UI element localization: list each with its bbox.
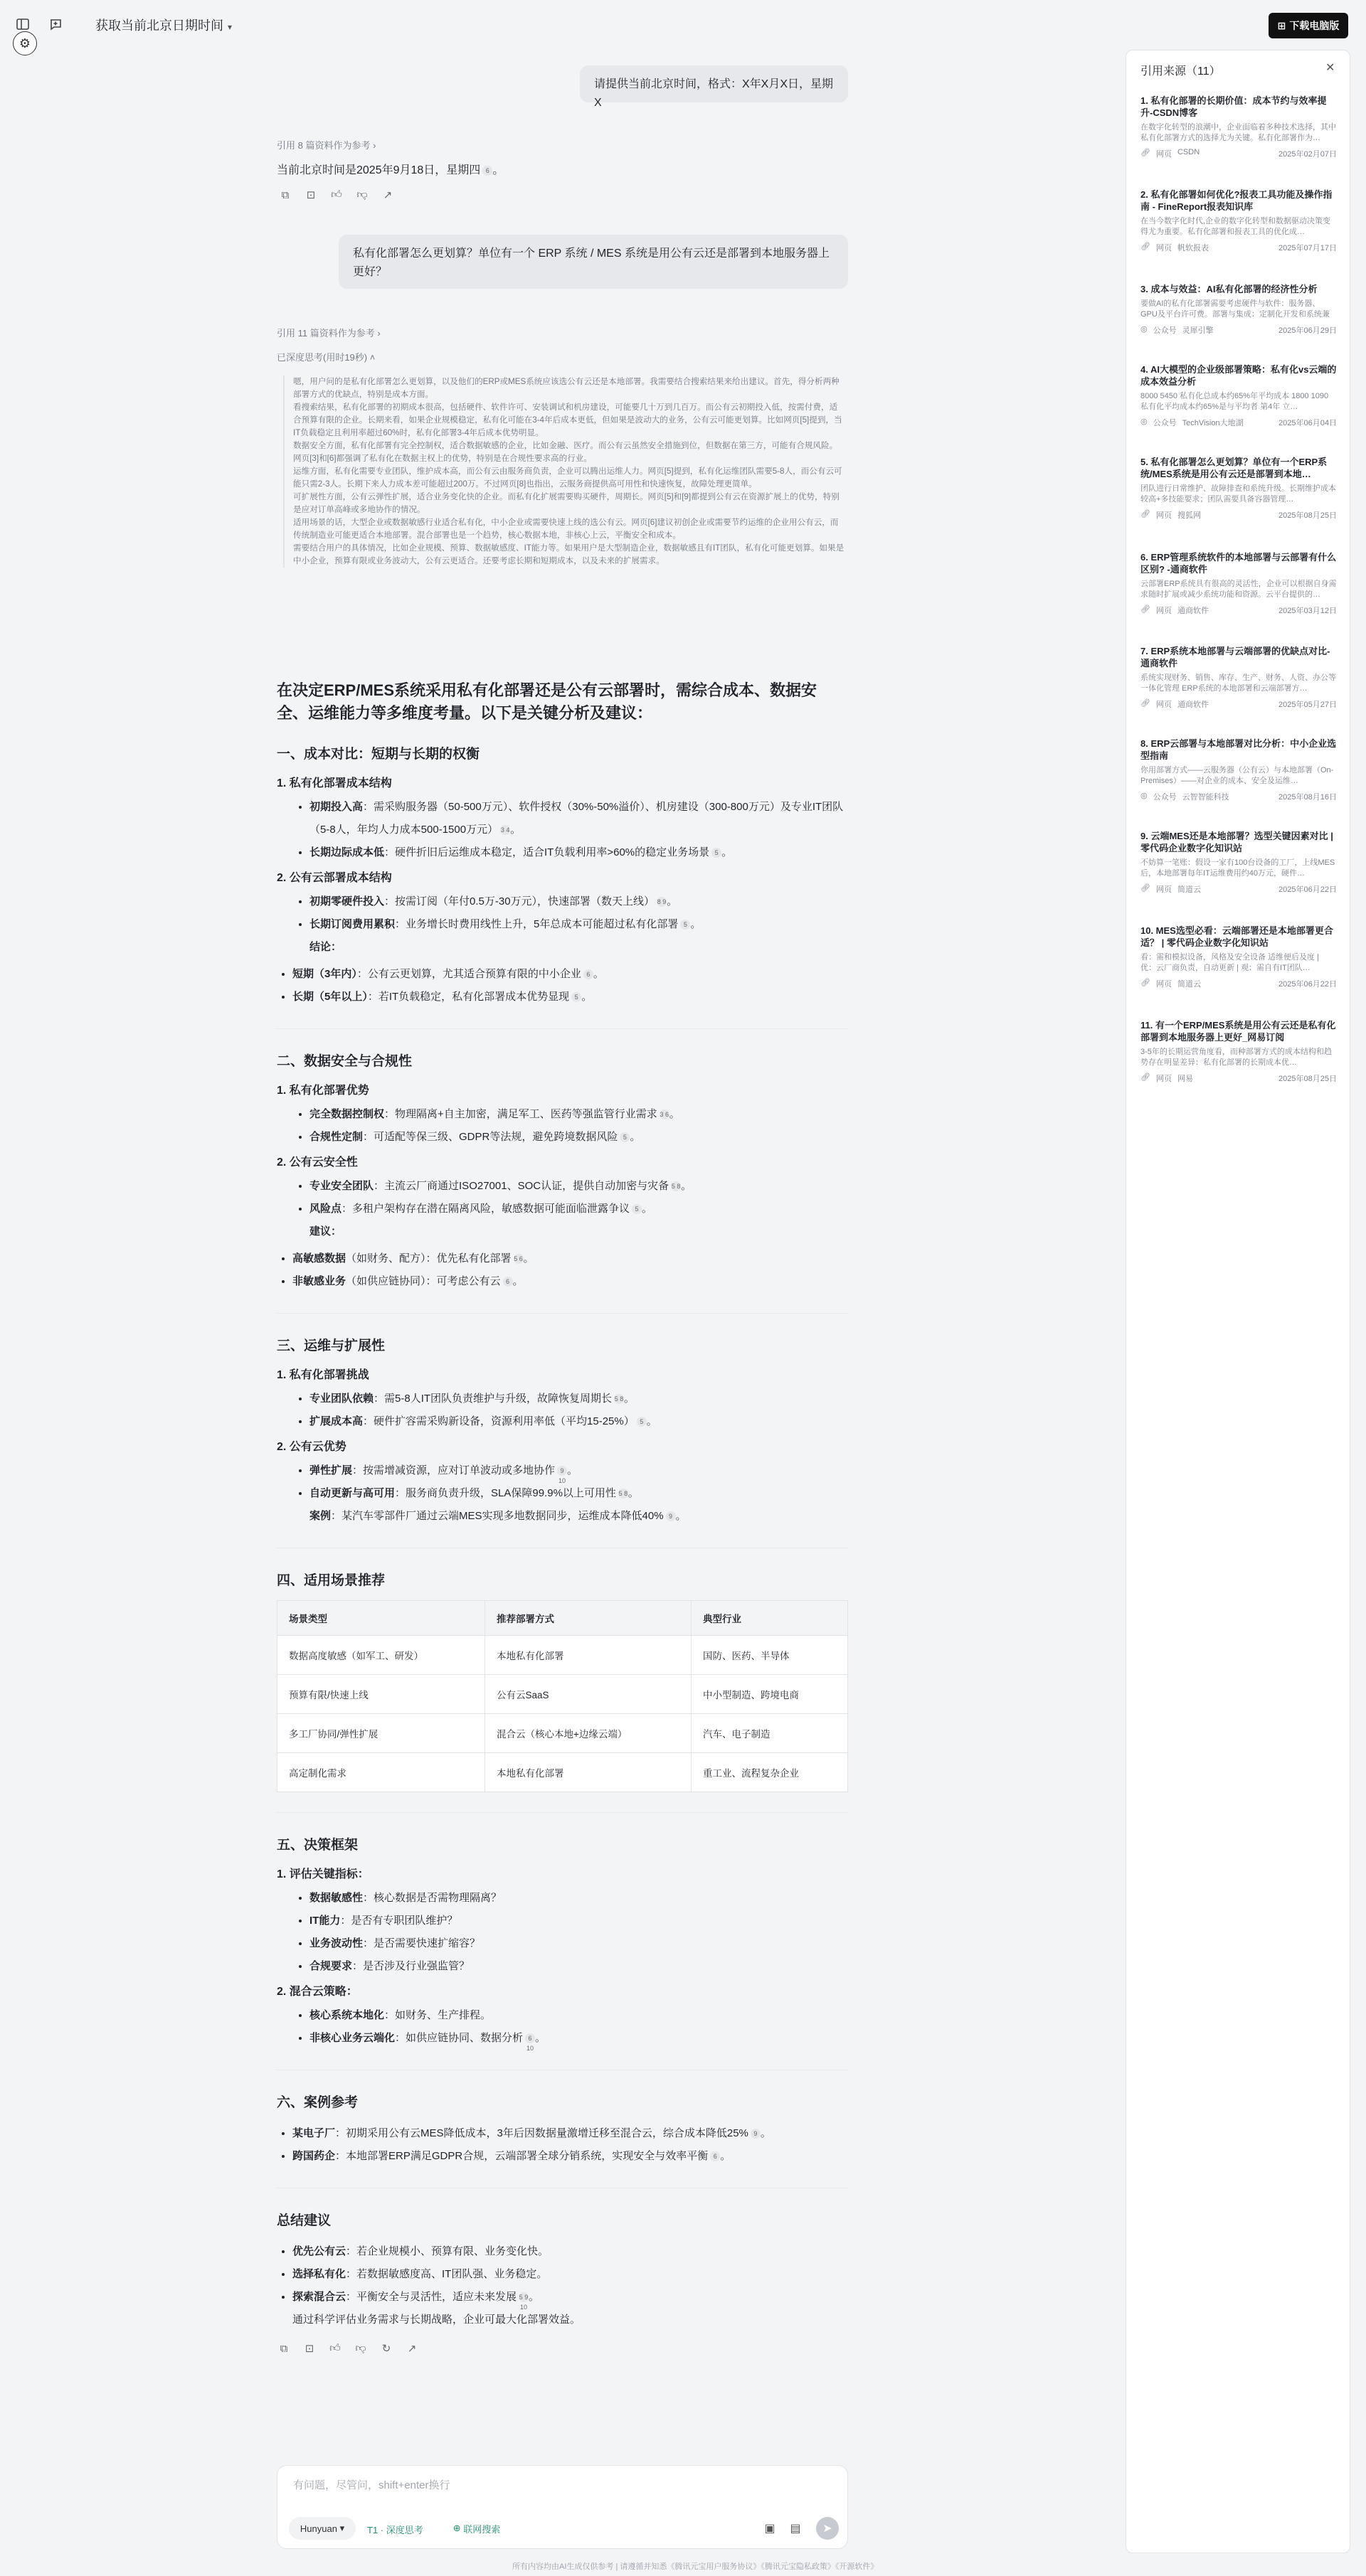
source-date: 2025年06月22日: [1278, 885, 1337, 894]
source-type-icon: 🔗︎: [1140, 605, 1150, 614]
citation-badge[interactable]: 5: [711, 848, 721, 858]
source-site: 网易: [1177, 1075, 1193, 1083]
source-date: 2025年06月04日: [1278, 419, 1337, 427]
citation-badge[interactable]: 6: [482, 166, 492, 176]
source-type: 网页: [1155, 1075, 1172, 1083]
chat-input[interactable]: 有问题，尽管问，shift+enter换行: [293, 2479, 450, 2491]
citation-badge[interactable]: 6: [583, 969, 593, 979]
divider: [277, 1812, 848, 1813]
citation-badge[interactable]: 9: [666, 1511, 676, 1521]
citation-badge[interactable]: 5: [571, 992, 581, 1002]
source-title[interactable]: 8. ERP云部署与本地部署对比分析：中小企业选型指南: [1140, 738, 1337, 761]
list-item: • 探索混合云：平衡安全与灵活性，适应未来发展 5 9 10。 通过科学评估业务需求与长期战略，企业可最大化部署效益。: [292, 2286, 848, 2331]
list-item: • 长期（5年以上）：若IT负载稳定，私有化部署成本优势显现 5 。: [292, 986, 848, 1008]
source-title[interactable]: 10. MES选型必看：云端部署还是本地部署更合适？ | 零代码企业数字化知识站: [1140, 925, 1333, 948]
source-snippet: 要做AI的私有化部署需要考虑硬件与软件：服务器、GPU及平台许可费。部署与集成：定制化开发和系统兼: [1140, 299, 1330, 319]
source-title[interactable]: 1. 私有化部署的长期价值：成本节约与效率提升-CSDN博客: [1140, 95, 1327, 118]
share-icon[interactable]: ↗: [383, 189, 393, 201]
source-type: 网页: [1155, 150, 1172, 159]
source-type-icon: 🔗︎: [1140, 149, 1150, 157]
table-header: 推荐部署方式: [485, 1601, 692, 1636]
regenerate-icon[interactable]: ↻: [381, 2343, 391, 2355]
assistant-answer-2: [277, 679, 848, 2356]
think-paragraph: 嗯，用户问的是私有化部署怎么更划算，以及他们的ERP或MES系统应该选公有云还是本地部署。我需要结合搜索结果来给出建议。首先，得分析两种部署方式的优缺点，特别是成本方面。: [293, 377, 840, 399]
conversation-title[interactable]: 获取当前北京日期时间 ▾: [95, 18, 233, 33]
list-item: • 自动更新与高可用：服务商负责升级，SLA保障99.9%以上可用性 5 8。 案例：某汽车零部件厂通过云端MES实现多地数据同步，运维成本降低40% 9 。: [309, 1482, 848, 1528]
citation-badge[interactable]: 6: [503, 1277, 513, 1287]
section-title: 一、成本对比：短期与长期的权衡: [277, 747, 480, 762]
summary-tail: 通过科学评估业务需求与长期战略，企业可最大化部署效益。: [292, 2314, 581, 2326]
source-type: 公众号: [1153, 793, 1177, 802]
source-site: 搜狐网: [1177, 511, 1201, 520]
source-card[interactable]: [1140, 551, 1337, 616]
answer-heading: 在决定ERP/MES系统采用私有化部署还是公有云部署时，需综合成本、数据安全、运维能力等多维度考量。以下是关键分析及建议：: [277, 681, 817, 722]
citation-badge[interactable]: 5 8: [671, 1183, 681, 1191]
suggestion-label: 建议：: [309, 1225, 342, 1238]
source-site: CSDN: [1177, 148, 1200, 156]
copy-icon[interactable]: ⧉: [280, 2342, 288, 2355]
copy-icon[interactable]: ⧉: [281, 188, 290, 201]
bullet-list: [277, 1247, 848, 1293]
scenario-table: [277, 1600, 848, 1792]
table-row: [277, 1636, 848, 1675]
think-paragraph: 可扩展性方面，公有云弹性扩展，适合业务变化快的企业。而私有化扩展需要购买硬件，周期长。网页[5]和[9]都提到公有云在资源扩展上的优势，特别是应对订单高峰或多地协作的情况。: [293, 492, 840, 514]
source-title[interactable]: 4. AI大模型的企业级部署策略：私有化vs云端的成本效益分析: [1140, 364, 1337, 387]
section-title: 总结建议: [277, 2213, 332, 2228]
table-header-row: [277, 1601, 848, 1636]
user-message-1: 请提供当前北京时间，格式：X年X月X日，星期X: [580, 65, 848, 102]
image-upload-icon[interactable]: ▣: [764, 2523, 775, 2535]
bullet-list: [277, 1459, 848, 1528]
source-meta: [1140, 883, 1337, 895]
source-date: 2025年06月22日: [1278, 980, 1337, 989]
source-site: 简道云: [1177, 980, 1201, 989]
deep-think-status[interactable]: 已深度思考(用时19秒) ˄: [277, 352, 376, 363]
source-date: 2025年08月25日: [1278, 511, 1337, 520]
subsection-title: 2. 公有云安全性: [277, 1156, 358, 1169]
chevron-down-icon: ▾: [228, 22, 233, 32]
thinking-process: [283, 376, 845, 568]
list-item: • 选择私有化：若数据敏感度高、IT团队强、业务稳定。: [292, 2263, 848, 2286]
web-search-toggle[interactable]: ⊕ 联网搜索: [452, 2523, 501, 2535]
source-title[interactable]: 5. 私有化部署怎么更划算？单位有一个ERP系统/MES系统是用公有云还是部署到本地…: [1140, 457, 1328, 479]
subsection-title: 2. 混合云策略：: [277, 1986, 358, 1998]
divider: [277, 1028, 848, 1029]
table-cell: 数据高度敏感（如军工、研发）: [277, 1636, 485, 1675]
source-date: 2025年05月27日: [1278, 701, 1337, 709]
source-type-icon: 🔗︎: [1140, 699, 1150, 708]
bullet-list: [277, 2004, 848, 2053]
source-snippet: 在数字化转型的浪潮中，企业面临着多种技术选择，其中私有化部署方式的选择尤为关键。私有化部署作为…: [1140, 123, 1336, 142]
source-title[interactable]: 11. 有一个ERP/MES系统是用公有云还是私有化部署到本地服务器上更好_网易订阅: [1140, 1020, 1336, 1043]
thumbs-down-icon[interactable]: 👎︎: [356, 188, 368, 201]
table-header: 场景类型: [277, 1601, 485, 1636]
source-type: 公众号: [1153, 326, 1177, 335]
source-type: 网页: [1155, 701, 1172, 709]
bullet-list: [277, 1388, 848, 1433]
assistant-answer-1: 当前北京时间是2025年9月18日，星期四 6 。: [277, 164, 504, 176]
table-cell: 中小型制造、跨境电商: [692, 1675, 848, 1714]
citation-badge[interactable]: 5 6: [514, 1255, 523, 1263]
subsection-title: 1. 私有化部署挑战: [277, 1369, 369, 1381]
source-type: 网页: [1155, 511, 1172, 520]
list-item: • 扩展成本高：硬件扩容需采购新设备，资源利用率低（平均15-25%） 5 。: [309, 1410, 848, 1433]
reference-count-2[interactable]: 引用 11 篇资料作为参考 ›: [277, 328, 381, 339]
table-cell: 本地私有化部署: [485, 1636, 692, 1675]
source-type-icon: ◎: [1140, 417, 1148, 426]
subsection-title: 1. 私有化部署成本结构: [277, 777, 392, 789]
think-paragraph: 适用场景的话，大型企业或数据敏感行业适合私有化，中小企业或需要快速上线的选公有云。网页[6]建议初创企业或需要节约运维的企业用公有云，而传统制造业可能更适合本地部署。混合部署也是一个趋势，核心数据本地，非核心上云，平衡安全和成本。: [293, 518, 839, 540]
citation-badge[interactable]: 3 6: [660, 1111, 669, 1119]
list-item: • 数据敏感性：核心数据是否需物理隔离？: [309, 1887, 848, 1910]
bullet-list: [277, 1103, 848, 1149]
source-meta: [1140, 791, 1337, 802]
globe-icon: ⊕: [452, 2523, 461, 2533]
source-type-icon: 🔗︎: [1140, 510, 1150, 518]
list-item: • 长期订阅费用累积：业务增长时费用线性上升，5年总成本可能超过私有化部署 5 。 结论：: [309, 913, 848, 959]
subsection-title: 2. 公有云优势: [277, 1441, 346, 1453]
source-type-icon: 🔗︎: [1140, 979, 1150, 987]
section-title: 三、运维与扩展性: [277, 1338, 386, 1353]
citation-badge[interactable]: 5: [637, 1417, 647, 1427]
source-date: 2025年08月25日: [1278, 1075, 1337, 1083]
think-paragraph: 数据安全方面，私有化部署有完全控制权，适合数据敏感的企业，比如金融、医疗。而公有云虽然安全措施到位，但数据在第三方，可能有合规风险。网页[3]和[6]都强调了私有化在数据主权上的优势，特别是在合规性要求高的行业。: [293, 441, 838, 463]
source-site: 通商软件: [1177, 607, 1209, 615]
table-cell: 本地私有化部署: [485, 1753, 692, 1792]
source-type-icon: ◎: [1140, 325, 1148, 334]
source-site: 帆软报表: [1177, 244, 1209, 252]
source-card[interactable]: [1140, 1019, 1337, 1084]
citation-badge[interactable]: 9 10: [558, 1467, 566, 1485]
list-item: • IT能力：是否有专职团队维护？: [309, 1910, 848, 1932]
source-date: 2025年07月17日: [1278, 244, 1337, 252]
source-date: 2025年02月07日: [1278, 150, 1337, 159]
bullet-list: [277, 796, 848, 864]
send-button[interactable]: ➤: [816, 2517, 839, 2540]
list-item: • 跨国药企：本地部署ERP满足GDPR合规，云端部署全球分销系统，实现安全与效率平衡 6 。: [292, 2145, 848, 2168]
source-date: 2025年06月29日: [1278, 326, 1337, 335]
table-cell: 混合云（核心本地+边缘云端）: [485, 1714, 692, 1753]
source-meta: [1140, 324, 1337, 336]
source-snippet: 系统实现财务、销售、库存、生产、财务、人资、办公等一体化管理 ERP系统的本地部署和云端部署方…: [1140, 674, 1336, 693]
topbar: [0, 0, 1366, 50]
model-selector[interactable]: Hunyuan ▾: [289, 2517, 356, 2540]
source-site: 云智智能科技: [1182, 793, 1229, 802]
citation-badge[interactable]: 5: [680, 920, 690, 930]
citation-badge[interactable]: 5: [620, 1132, 630, 1142]
list-item: • 核心系统本地化：如财务、生产排程。: [309, 2004, 848, 2027]
citation-badge[interactable]: 3 4: [500, 826, 510, 834]
section-title: 五、决策框架: [277, 1838, 359, 1853]
file-upload-icon[interactable]: ▤: [790, 2523, 801, 2535]
list-item: • 合规性定制：可适配等保三级、GDPR等法规，避免跨境数据风险 5 。: [309, 1126, 848, 1149]
share-card-icon[interactable]: ⊡: [306, 189, 316, 201]
citation-badge[interactable]: 5: [632, 1204, 642, 1214]
citation-badge[interactable]: 5 9 10: [519, 2294, 529, 2311]
table-row: [277, 1753, 848, 1792]
subsection-title: 1. 评估关键指标：: [277, 1868, 369, 1880]
source-type: 网页: [1155, 244, 1172, 252]
table-cell: 国防、医药、半导体: [692, 1636, 848, 1675]
bullet-list: [277, 2122, 848, 2168]
section-title: 二、数据安全与合规性: [277, 1054, 413, 1069]
table-cell: 高定制化需求: [277, 1753, 485, 1792]
reference-count-1[interactable]: 引用 8 篇资料作为参考 ›: [277, 140, 376, 151]
source-title[interactable]: 9. 云端MES还是本地部署？选型关键因素对比 | 零代码企业数字化知识站: [1140, 831, 1333, 853]
bullet-list: [277, 2240, 848, 2331]
source-type-icon: ◎: [1140, 792, 1148, 800]
thumbs-up-icon[interactable]: 👍︎: [331, 188, 342, 201]
list-item: • 风险点：多租户架构存在潜在隔离风险，敏感数据可能面临泄露争议 5 。 建议：: [309, 1198, 848, 1243]
source-meta: [1140, 698, 1337, 710]
citation-badge[interactable]: 5 8: [614, 1395, 624, 1403]
source-title[interactable]: 3. 成本与效益：AI私有化部署的经济性分析: [1140, 284, 1318, 294]
section-title: 六、案例参考: [277, 2095, 359, 2110]
source-snippet: 你用部署方式——云服务器（公有云）与本地部署（On-Premises）——对企业的成本、安全及运维…: [1140, 766, 1334, 785]
citation-badge[interactable]: 9: [751, 2129, 761, 2139]
source-site: 简道云: [1177, 885, 1201, 894]
source-type-icon: 🔗︎: [1140, 1073, 1150, 1082]
citation-badge[interactable]: 6 10: [526, 2035, 534, 2053]
source-snippet: 8000 5450 私有化总成本约65%年平均成本 1800 1090 私有化平均成本约65%是与平均者 第4年 立…: [1140, 392, 1329, 411]
table-cell: 公有云SaaS: [485, 1675, 692, 1714]
source-card[interactable]: [1140, 95, 1337, 159]
source-title[interactable]: 7. ERP系统本地部署与云端部署的优缺点对比-通商软件: [1140, 646, 1330, 669]
source-card[interactable]: [1140, 830, 1337, 895]
source-snippet: 云部署ERP系统具有很高的灵活性，企业可以根据自身需求随时扩展或减少系统功能和资源。云平台提供的…: [1140, 580, 1337, 599]
source-card[interactable]: [1140, 283, 1337, 336]
source-meta: [1140, 605, 1337, 616]
list-item: • 初期零硬件投入：按需订阅（年付0.5万-30万元），快速部署（数天上线） 8 9。: [309, 890, 848, 913]
think-paragraph: 需要结合用户的具体情况，比如企业规模、预算、数据敏感度、IT能力等。如果用户是大型制造企业，数据敏感且有IT团队，私有化可能更划算。如果是中小企业，预算有限或业务波动大，公有云更适合。还要考虑长期和短期成本，以及未来的扩展需求。: [293, 543, 845, 565]
source-type: 网页: [1155, 885, 1172, 894]
list-item: • 合规要求：是否涉及行业强监管？: [309, 1955, 848, 1978]
list-item: • 短期（3年内）：公有云更划算，尤其适合预算有限的中小企业 6 。: [292, 963, 848, 986]
citation-badge[interactable]: 8 9: [657, 898, 667, 906]
source-type: 网页: [1155, 980, 1172, 989]
source-type: 网页: [1155, 607, 1172, 615]
chevron-down-icon: ▾: [339, 2523, 345, 2533]
source-card[interactable]: [1140, 188, 1337, 253]
share-card-icon[interactable]: ⊡: [305, 2343, 314, 2355]
source-snippet: 看：需和模拟设备，风格及安全设备 适维便后及度 | 优：云厂商负责，自动更新 | 观：需自有IT团队…: [1140, 953, 1319, 972]
chat-input-box[interactable]: [277, 2465, 848, 2549]
download-desktop-button[interactable]: ⊞ 下载电脑版: [1269, 13, 1348, 38]
source-snippet: 不妨算一笔账：假设一家有100台设备的工厂，上线MES后，本地部署每年IT运维费用约40万元，硬件…: [1140, 858, 1335, 878]
bullet-list: [277, 963, 848, 1008]
source-meta: [1140, 1073, 1337, 1084]
close-icon[interactable]: ✕: [1325, 62, 1335, 74]
subsection-title: 1. 私有化部署优势: [277, 1085, 369, 1097]
bullet-list: [277, 890, 848, 959]
thumbs-down-icon[interactable]: 👎︎: [355, 2342, 366, 2354]
list-item: • 弹性扩展：按需增减资源，应对订单波动或多地协作 9 10。: [309, 1459, 848, 1482]
list-item: • 长期边际成本低：硬件折旧后运维成本稳定，适合IT负载利用率>60%的稳定业务场景 5 。: [309, 841, 848, 864]
list-item: • 非核心业务云端化：如供应链协同、数据分析 6 10。: [309, 2027, 848, 2050]
list-item: • 初期投入高：需采购服务器（50-500万元）、软件授权（30%-50%溢价）、机房建设（300-800万元）及专业IT团队（5-8人，年均人力成本500-1500万元） 3 4。: [309, 796, 848, 841]
source-title[interactable]: 2. 私有化部署如何优化?报表工具功能及操作指南 - FineReport报表知识库: [1140, 189, 1333, 212]
source-type-icon: 🔗︎: [1140, 884, 1150, 893]
divider: [277, 1313, 848, 1314]
table-cell: 汽车、电子制造: [692, 1714, 848, 1753]
source-date: 2025年08月16日: [1278, 793, 1337, 802]
share-icon[interactable]: ↗: [407, 2343, 417, 2355]
section-title: 四、适用场景推荐: [277, 1573, 386, 1588]
source-site: TechVision大地湖: [1182, 419, 1244, 427]
source-snippet: 团队进行日常维护、故障排查和系统升级。长期维护成本较高+多技能要求；团队需要具备容器管理…: [1140, 484, 1336, 504]
table-row: [277, 1675, 848, 1714]
source-card[interactable]: [1140, 645, 1337, 710]
footer-disclaimer: 所有内容均由AI生成仅供参考 | 请遵循并知悉《腾讯元宝用户服务协议》《腾讯元宝隐私政策》《开源软件》: [512, 2562, 879, 2571]
list-item: • 专业安全团队：主流云厂商通过ISO27001、SOC认证，提供自动加密与灾备 5 8。: [309, 1175, 848, 1198]
think-paragraph: 看搜索结果，私有化部署的初期成本很高，包括硬件、软件许可、安装调试和机房建设，可能要几十万到几百万。而公有云初期投入低，按需付费，适合预算有限的企业。长期来看，如果企业规模稳定，私有化可能在3-4年后成本更低，但如果是波动大的业务，公有云可能更划算。比如网页[5]提到，当IT负载稳定且利用率超过60%时，私有化部署3-4年后成本优势明显。: [293, 403, 842, 437]
source-meta: [1140, 242, 1337, 253]
settings-gear-icon[interactable]: ⚙: [13, 31, 37, 55]
source-title[interactable]: 6. ERP管理系统软件的本地部署与云部署有什么区别? -通商软件: [1140, 552, 1337, 575]
source-type: 公众号: [1153, 419, 1177, 427]
sources-panel-title: 引用来源（11）: [1140, 65, 1221, 78]
table-cell: 多工厂协同/弹性扩展: [277, 1714, 485, 1753]
source-card[interactable]: [1140, 738, 1337, 802]
citation-badge[interactable]: 5 8: [618, 1490, 628, 1498]
bullet-list: [277, 1887, 848, 1978]
user-message-2: 私有化部署怎么更划算？单位有一个 ERP 系统 / MES 系统是用公有云还是部署到本地服务器上更好？: [339, 235, 848, 289]
source-card[interactable]: [1140, 363, 1337, 428]
list-item: • 高敏感数据（如财务、配方）：优先私有化部署 5 6。: [292, 1247, 848, 1270]
citation-badge[interactable]: 6: [710, 2151, 720, 2161]
conclusion-label: 结论：: [309, 941, 342, 953]
think-paragraph: 运维方面，私有化需要专业团队，维护成本高，而公有云由服务商负责，企业可以腾出运维人力。网页[5]提到，私有化运维团队需要5-8人，而公有云可能只需2-3人。长期下来人力成本差可能超过200万。不过网页[8]也指出，云服务商提供高可用性和快速恢复，故障处理更简单。: [293, 467, 842, 489]
answer-actions-1: [278, 188, 395, 202]
list-item: • 完全数据控制权：物理隔离+自主加密，满足军工、医药等强监管行业需求 3 6。: [309, 1103, 848, 1126]
source-snippet: 3-5年的长期运营角度看，而种部署方式的成本结构和趋势存在明显差异：私有化部署的长期成本优…: [1140, 1048, 1332, 1067]
source-type-icon: 🔗︎: [1140, 243, 1150, 251]
source-date: 2025年03月12日: [1278, 607, 1337, 615]
source-site: 灵犀引擎: [1182, 326, 1214, 335]
list-item: • 专业团队依赖：需5-8人IT团队负责维护与升级，故障恢复周期长 5 8。: [309, 1388, 848, 1410]
table-header: 典型行业: [692, 1601, 848, 1636]
source-meta: [1140, 417, 1337, 428]
bullet-list: [277, 1175, 848, 1243]
table-row: [277, 1714, 848, 1753]
table-cell: 预算有限/快速上线: [277, 1675, 485, 1714]
source-site: 通商软件: [1177, 701, 1209, 709]
deep-think-toggle[interactable]: T1 · 深度思考: [367, 2525, 423, 2535]
list-item: • 非敏感业务（如供应链协同）：可考虑公有云 6 。: [292, 1270, 848, 1293]
source-meta: [1140, 148, 1337, 159]
sources-panel: [1126, 50, 1350, 2553]
list-item: • 优先公有云：若企业规模小、预算有限、业务变化快。: [292, 2240, 848, 2263]
list-item: • 业务波动性：是否需要快速扩缩容？: [309, 1932, 848, 1955]
source-snippet: 在当今数字化时代,企业的数字化转型和数据驱动决策变得尤为重要。私有化部署和报表工具的优化成…: [1140, 217, 1331, 236]
answer-actions-2: [277, 2341, 848, 2356]
windows-icon: ⊞: [1277, 19, 1286, 31]
source-meta: [1140, 978, 1337, 989]
source-card[interactable]: [1140, 925, 1337, 989]
source-card[interactable]: [1140, 456, 1337, 521]
thumbs-up-icon[interactable]: 👍︎: [329, 2342, 341, 2354]
table-cell: 重工业、流程复杂企业: [692, 1753, 848, 1792]
new-chat-icon[interactable]: [46, 14, 65, 34]
subsection-title: 2. 公有云部署成本结构: [277, 872, 392, 884]
list-item: • 某电子厂：初期采用公有云MES降低成本，3年后因数据量激增迁移至混合云，综合成本降低25% 9 。: [292, 2122, 848, 2145]
source-meta: [1140, 509, 1337, 521]
